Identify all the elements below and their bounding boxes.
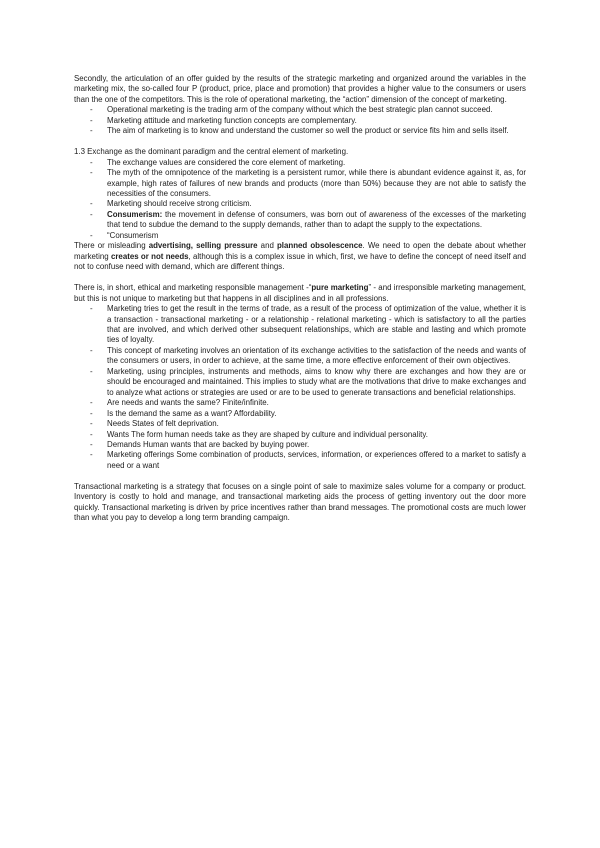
misleading-paragraph xyxy=(74,241,526,272)
ethics-paragraph xyxy=(74,283,526,304)
text-run: , although this is a complex issue in which, first, we have to define the concept of need itself and not to confuse need with demand, which are different things. xyxy=(74,251,526,272)
list-item: - Wants The form human needs take as they are shaped by culture and individual personality. xyxy=(107,430,526,440)
text-run: There is, in short, ethical and marketing responsible management -“ xyxy=(74,283,312,293)
list-item: - Marketing, using principles, instruments and methods, aims to know why there are exchanges and how they are or should be encouraged and maintained. This implies to study what are the motivations that drive to make exchanges and to analyze what actions or strategies are used or are to be used to generate transactions and beneficial relationships. xyxy=(107,367,526,398)
text-run: and xyxy=(257,241,277,251)
consumerism-term: Consumerism: xyxy=(107,209,163,219)
section-heading: 1.3 Exchange as the dominant paradigm and the central element of marketing. xyxy=(74,147,349,157)
ethics-list xyxy=(74,304,526,471)
consumerism-definition: the movement in defense of consumers, was born out of awareness of the excesses of the marketing that tend to subdue the demand to the supply demands, rather than to adapt the supply to the expectations. xyxy=(107,209,526,230)
bold-term: planned obsolescence xyxy=(276,241,363,251)
bold-term: advertising, selling pressure xyxy=(148,241,258,251)
section-list xyxy=(74,158,526,242)
text-run: ” - and irresponsible marketing management, but this is not unique to marketing but that happens in all disciplines and in all professions. xyxy=(74,283,526,303)
bold-term: pure marketing xyxy=(311,283,369,293)
list-item: - “Consumerism xyxy=(107,231,526,241)
bold-term: creates or not needs xyxy=(110,251,189,261)
list-item: - Demands Human wants that are backed by buying power. xyxy=(107,440,526,450)
paragraph-gap xyxy=(74,273,526,284)
list-item: - Are needs and wants the same? Finite/infinite. xyxy=(107,398,526,408)
list-item: - Is the demand the same as a want? Affordability. xyxy=(107,409,526,419)
paragraph-gap xyxy=(74,137,526,148)
document-page xyxy=(74,74,526,524)
intro-paragraph: Secondly, the articulation of an offer guided by the results of the strategic marketing and organized around the variables in the marketing mix, the so-called four P (product, price, place and promotion) that provides a higher value to the consumers or users than the one of the competitors. This is the role of operational marketing, the “action” dimension of the concept of marketing. xyxy=(74,74,526,104)
list-item: - The exchange values are considered the core element of marketing. xyxy=(107,158,526,168)
list-item: - Marketing offerings Some combination of products, services, information, or experiences offered to a market to satisfy a need or a want xyxy=(107,450,526,471)
list-item: - Marketing tries to get the result in the terms of trade, as a result of the process of optimization of the value, whether it is a transaction - transactional marketing - or a relationship - relational marketing - which is satisfactory to all the parties that are involved, and which derived other subsequent relationships, which are stable and lasting and which promote ties of loyalty. xyxy=(107,304,526,346)
transactional-paragraph: Transactional marketing is a strategy that focuses on a single point of sale to maximize sales volume for a company or product. Inventory is costly to hold and manage, and transactional marketing aids the process of getting inventory out the door more quickly. Transactional marketing is driven by price incentives rather than brand messages. The promotional costs are much lower than what you pay to develop a long term branding campaign. xyxy=(74,481,526,523)
list-item: - The aim of marketing is to know and understand the customer so well the product or service fits him and sells itself. xyxy=(107,126,526,136)
text-run: . We need to open the debate about whether marketing xyxy=(74,241,526,261)
list-item: - Marketing attitude and marketing function concepts are complementary. xyxy=(107,116,526,126)
text-run: There or misleading xyxy=(74,241,149,251)
paragraph-gap xyxy=(74,471,526,482)
list-item: - Marketing should receive strong criticism. xyxy=(107,199,526,209)
list-item: - This concept of marketing involves an orientation of its exchange activities to the satisfaction of the needs and wants of the consumers or users, in order to achieve, at the same time, a more effective enforcement of their own objectives. xyxy=(107,346,526,367)
list-item: - Operational marketing is the trading arm of the company without which the best strategic plan cannot succeed. xyxy=(107,105,526,115)
list-item-consumerism xyxy=(107,210,526,231)
list-item: - The myth of the omnipotence of the marketing is a persistent rumor, while there is abundant evidence against it, as, for example, high rates of failures of new brands and products (more than 50%) because they are not able to satisfy the necessities of the consumers. xyxy=(107,168,526,199)
list-item: - Needs States of felt deprivation. xyxy=(107,419,526,429)
intro-list xyxy=(74,105,526,136)
